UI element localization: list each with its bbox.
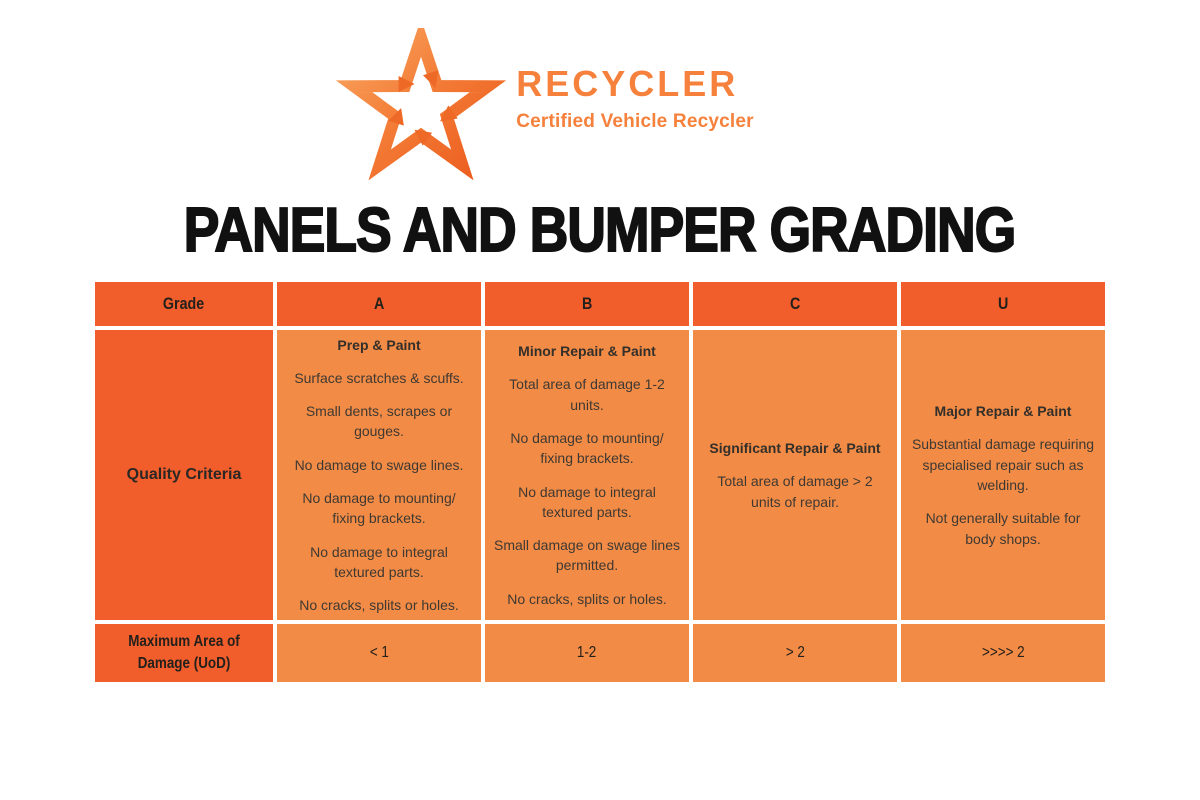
logo-tagline: Certified Vehicle Recycler [516, 111, 754, 132]
criteria-cell-b [485, 330, 689, 620]
row-label-quality-criteria: Quality Criteria [95, 330, 273, 620]
max-damage-cell-c: > 2 [693, 624, 897, 682]
criteria-item: No damage to integral textured parts. [310, 543, 448, 580]
max-damage-cell-u: >>>> 2 [901, 624, 1105, 682]
criteria-item: No damage to swage lines. [294, 456, 464, 473]
logo-wordmark: RECYCLER [516, 63, 739, 104]
grading-table [95, 282, 1105, 682]
criteria-item: Surface scratches & scuffs. [294, 369, 464, 386]
criteria-title: Prep & Paint [337, 336, 421, 353]
header-cell-u: U [901, 282, 1105, 326]
criteria-item: No damage to mounting/ fixing brackets. [510, 429, 664, 467]
max-damage-cell-b: 1-2 [485, 624, 689, 682]
criteria-item: Not generally suitable for body shops. [925, 510, 1081, 547]
page-title [0, 196, 1200, 265]
criteria-cell-u [901, 330, 1105, 620]
max-damage-cell-a: < 1 [277, 624, 481, 682]
criteria-cell-c [693, 330, 897, 620]
criteria-item: Total area of damage > 2 units of repair. [717, 473, 873, 510]
criteria-title: Major Repair & Paint [934, 403, 1072, 420]
criteria-item: Small dents, scrapes or gouges. [305, 403, 453, 440]
header-cell-a: A [277, 282, 481, 326]
criteria-item: No damage to integral textured parts. [518, 483, 656, 520]
criteria-item: Total area of damage 1-2 units. [509, 376, 665, 413]
criteria-title: Minor Repair & Paint [518, 343, 656, 360]
header-cell-grade: Grade [95, 282, 273, 326]
row-label-max-damage: Maximum Area of Damage (UoD) [95, 624, 273, 682]
header-cell-c: C [693, 282, 897, 326]
criteria-item: Small damage on swage lines permitted. [494, 537, 680, 574]
criteria-item: No cracks, splits or holes. [507, 590, 667, 607]
header-cell-b: B [485, 282, 689, 326]
recycling-arrows-star-icon [336, 28, 506, 180]
logo [0, 28, 1145, 180]
criteria-item: No cracks, splits or holes. [299, 597, 459, 614]
logo-text [516, 63, 754, 133]
criteria-item: No damage to mounting/ fixing brackets. [302, 490, 456, 527]
criteria-cell-a [277, 330, 481, 620]
criteria-title: Significant Repair & Paint [709, 440, 881, 457]
page-title-text: PANELS AND BUMPER GRADING [184, 196, 1016, 265]
criteria-item: Substantial damage requiring specialised repair such as welding. [911, 436, 1095, 493]
